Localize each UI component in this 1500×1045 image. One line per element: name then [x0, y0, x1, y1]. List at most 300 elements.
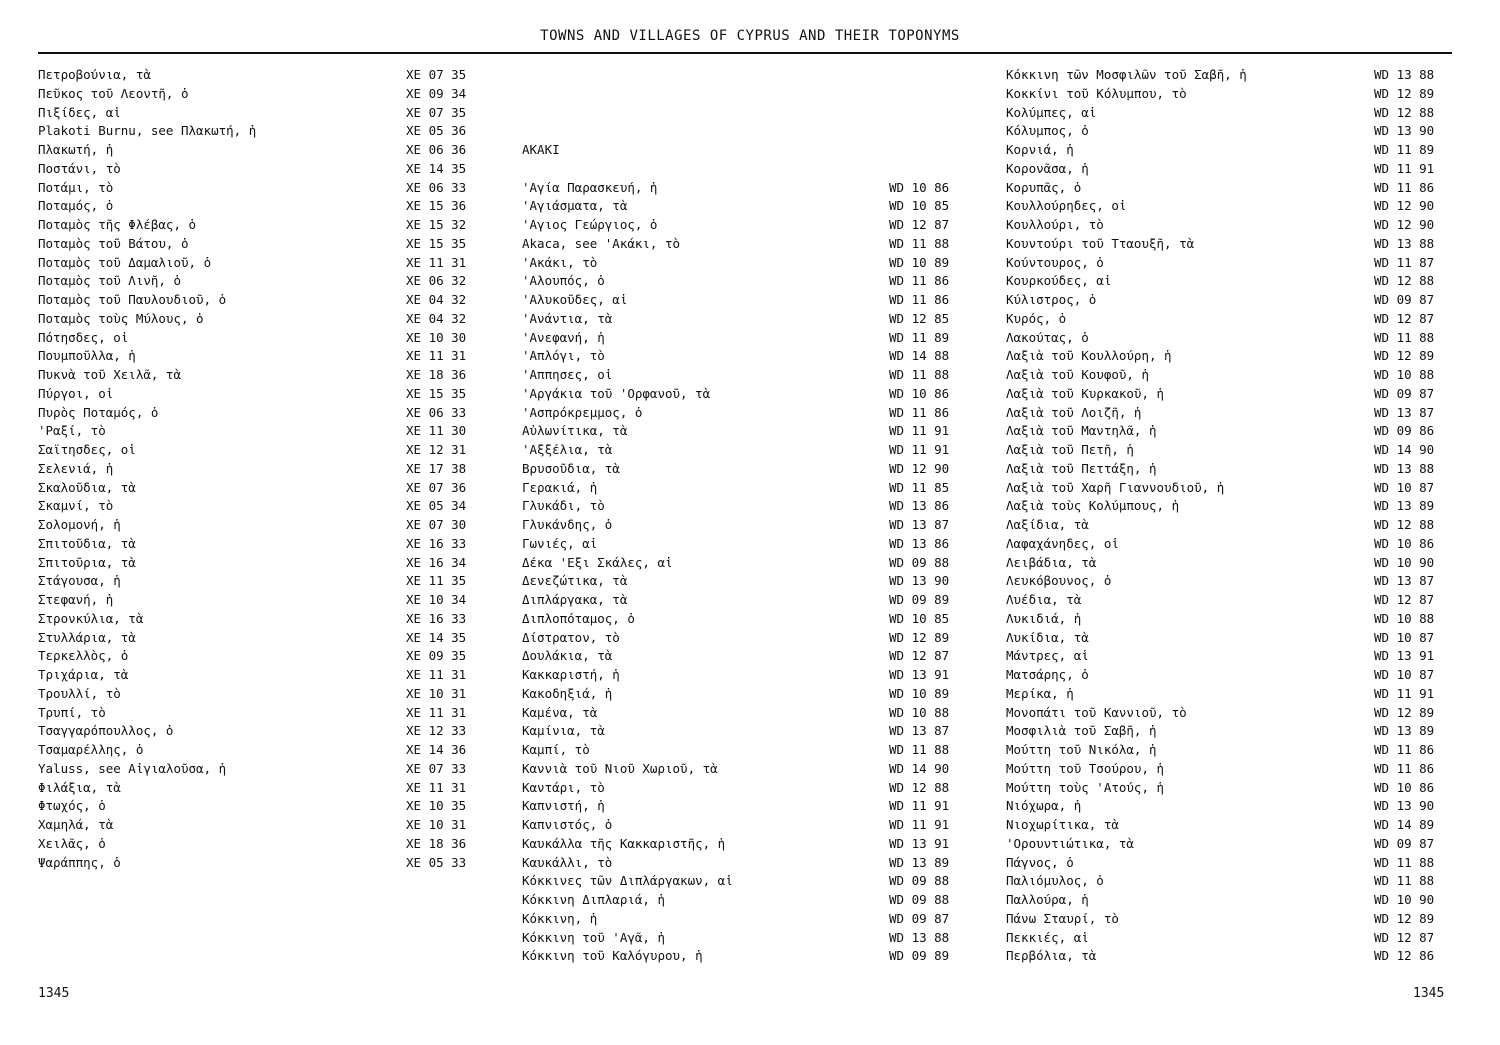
grid-reference: WD 12 90: [889, 460, 950, 476]
grid-reference: XE 05 34: [406, 498, 467, 514]
toponym-entry: [522, 647, 950, 666]
grid-reference: WD 11 88: [1374, 329, 1435, 345]
grid-reference: WD 11 86: [1374, 760, 1435, 776]
grid-reference: WD 11 86: [889, 404, 950, 420]
grid-reference: WD 13 89: [889, 854, 950, 870]
toponym-name: Ποταμὸς τοῦ Παυλουδιοῦ, ὁ: [38, 292, 227, 307]
grid-reference: WD 12 87: [889, 648, 950, 664]
toponym-name: Καντάρι, τὸ: [522, 779, 605, 795]
toponym-name: Γωνιές, αἱ: [522, 535, 598, 551]
grid-reference: WD 12 87: [1374, 592, 1435, 607]
grid-reference: WD 10 90: [1374, 892, 1435, 907]
grid-reference: WD 10 86: [1374, 535, 1435, 551]
toponym-name: Κορνιά, ἡ: [1006, 142, 1074, 157]
toponym-name: Λαξιὰ τοῦ Λοιζῆ, ἡ: [1006, 404, 1142, 420]
header-rule: [38, 52, 1452, 54]
toponym-entry: [522, 404, 950, 423]
toponym-name: Παλλούρα, ἡ: [1006, 892, 1089, 907]
toponym-entry: [522, 779, 950, 798]
toponym-name: Κόκκινη τοῦ 'Αγᾶ, ἡ: [522, 929, 665, 945]
grid-reference: WD 11 85: [889, 479, 950, 495]
toponym-name: Μούττη τοῦ Τσούρου, ἡ: [1006, 760, 1165, 776]
grid-reference: XE 11 31: [406, 667, 467, 682]
grid-reference: WD 10 89: [889, 685, 950, 701]
toponym-column-2: [522, 66, 950, 966]
grid-reference: WD 12 88: [1374, 104, 1435, 120]
grid-reference: XE 14 36: [406, 742, 467, 757]
grid-reference: WD 09 87: [889, 910, 950, 926]
toponym-name: Κόκκινη τῶν Μοσφιλῶν τοῦ Σαβῆ, ἡ: [1006, 67, 1247, 82]
grid-reference: XE 06 33: [406, 179, 467, 195]
grid-reference: WD 13 91: [889, 835, 950, 851]
toponym-name: Στάγουσα, ἡ: [38, 573, 121, 589]
toponym-name: Σπιτοῦρια, τὰ: [38, 554, 136, 570]
grid-reference: XE 14 35: [406, 629, 467, 645]
toponym-name: Πεῦκος τοῦ Λεοντῆ, ὁ: [38, 85, 189, 101]
grid-reference: WD 09 88: [889, 892, 950, 907]
grid-reference: XE 11 31: [406, 254, 467, 270]
toponym-entry: [522, 197, 950, 216]
grid-reference: XE 18 36: [406, 835, 467, 851]
grid-reference: XE 05 33: [406, 854, 467, 870]
toponym-entry: [522, 929, 950, 948]
toponym-name: Λακούτας, ὁ: [1006, 329, 1089, 345]
toponym-entry: [522, 441, 950, 460]
toponym-entry: [522, 516, 950, 535]
toponym-name: Λαξιὰ τοῦ Κουλλούρη, ἡ: [1006, 348, 1172, 364]
toponym-name: Τσαμαρέλλης, ὁ: [38, 742, 144, 757]
grid-reference: WD 11 91: [889, 442, 950, 457]
grid-reference: WD 09 88: [889, 873, 950, 889]
toponym-name: Καπνιστή, ἡ: [522, 798, 605, 814]
toponym-name: Σκαμνί, τὸ: [38, 498, 114, 514]
toponym-entry: [522, 329, 950, 348]
grid-reference: WD 09 87: [1374, 385, 1435, 401]
grid-reference: WD 13 87: [1374, 404, 1435, 420]
grid-reference: WD 10 87: [1374, 667, 1435, 682]
grid-reference: WD 13 87: [889, 723, 950, 739]
grid-reference: XE 07 33: [406, 760, 467, 776]
grid-reference: WD 12 89: [1374, 85, 1435, 101]
toponym-name: Κουντούρι τοῦ Τταουξῆ, τὰ: [1006, 235, 1195, 251]
grid-reference: WD 14 88: [889, 348, 950, 364]
grid-reference: WD 11 88: [1374, 854, 1435, 870]
toponym-entry: [522, 722, 950, 741]
toponym-name: Δουλάκια, τὰ: [522, 648, 613, 664]
toponym-name: Πουμποῦλλα, ἡ: [38, 348, 136, 364]
toponym-name: Ποταμὸς τοὺς Μύλους, ὁ: [38, 310, 204, 326]
toponym-entry: [522, 666, 950, 685]
grid-reference: WD 12 90: [1374, 217, 1435, 232]
grid-reference: XE 04 32: [406, 292, 467, 307]
grid-reference: WD 12 85: [889, 310, 950, 326]
toponym-entry: [522, 497, 950, 516]
toponym-name: Πλακωτή, ἡ: [38, 142, 114, 157]
grid-reference: XE 17 38: [406, 460, 467, 476]
village-heading: AKAKI: [522, 142, 560, 157]
toponym-name: Δέκα 'Εξι Σκάλες, αἱ: [522, 554, 673, 570]
toponym-entry: [522, 891, 950, 910]
grid-reference: WD 12 88: [1374, 273, 1435, 289]
grid-reference: XE 11 31: [406, 779, 467, 795]
grid-reference: WD 10 86: [1374, 779, 1435, 795]
toponym-entry: [522, 535, 950, 554]
toponym-name: Plakoti Burnu, see Πλακωτή, ἡ: [38, 123, 257, 139]
grid-reference: WD 14 89: [1374, 817, 1435, 832]
grid-reference: XE 11 35: [406, 573, 467, 589]
toponym-name: Γλυκάδι, τὸ: [522, 498, 605, 514]
grid-reference: WD 11 86: [889, 273, 950, 289]
toponym-name: 'Αππησες, οἱ: [522, 367, 613, 382]
grid-reference: WD 12 89: [1374, 704, 1435, 720]
toponym-entry: [522, 366, 950, 385]
grid-reference: WD 13 88: [1374, 67, 1435, 82]
grid-reference: XE 16 33: [406, 610, 467, 626]
toponym-name: 'Αξξέλια, τὰ: [522, 442, 613, 457]
toponym-name: Ποστάνι, τὸ: [38, 160, 121, 176]
toponym-name: Πότησδες, οἱ: [38, 329, 129, 345]
toponym-name: Λαξιὰ τοὺς Κολύμπους, ἡ: [1006, 498, 1180, 514]
grid-reference: WD 11 86: [1374, 742, 1435, 757]
toponym-name: Λαξιὰ τοῦ Κυρκακοῦ, ἡ: [1006, 385, 1165, 401]
toponym-name: Λαξιὰ τοῦ Χαρῆ Γιαννουδιοῦ, ἡ: [1006, 479, 1225, 495]
toponym-name: Διπλοπόταμος, ὁ: [522, 610, 635, 626]
grid-reference: WD 13 87: [889, 517, 950, 532]
grid-reference: WD 11 91: [1374, 685, 1435, 701]
toponym-name: Πεκκιές, αἱ: [1006, 929, 1089, 945]
toponym-name: 'Αγιος Γεώργιος, ὁ: [522, 217, 658, 232]
grid-reference: XE 11 30: [406, 423, 467, 439]
toponym-name: Κόκκινες τῶν Διπλάργακων, αἱ: [522, 873, 733, 889]
grid-reference: WD 10 85: [889, 610, 950, 626]
grid-reference: XE 11 31: [406, 348, 467, 364]
grid-reference: WD 14 90: [889, 760, 950, 776]
toponym-name: Ποτάμι, τὸ: [38, 179, 114, 195]
grid-reference: WD 11 91: [889, 798, 950, 814]
toponym-entry: [522, 797, 950, 816]
grid-reference: XE 15 35: [406, 235, 467, 251]
grid-reference: XE 05 36: [406, 123, 467, 139]
grid-reference: WD 09 87: [1374, 835, 1435, 851]
grid-reference: WD 11 89: [889, 329, 950, 345]
toponym-name: 'Αλυκοῦδες, αἱ: [522, 292, 628, 307]
toponym-name: Κόλυμπος, ὁ: [1006, 123, 1089, 139]
toponym-entry: [522, 179, 950, 198]
toponym-name: Ποταμὸς τοῦ Λινῆ, ὁ: [38, 273, 181, 289]
toponym-entry: [522, 310, 950, 329]
grid-reference: WD 09 88: [889, 554, 950, 570]
toponym-entry: [522, 591, 950, 610]
grid-reference: XE 15 36: [406, 198, 467, 214]
toponym-name: Παλιόμυλος, ὁ: [1006, 873, 1104, 889]
toponym-name: Πιξίδες, αἱ: [38, 104, 121, 120]
toponym-entry: [522, 741, 950, 760]
toponym-entry: [522, 685, 950, 704]
toponym-name: 'Ακάκι, τὸ: [522, 254, 598, 270]
page-number-left: 1345: [38, 986, 70, 1001]
toponym-name: 'Αγία Παρασκευή, ἡ: [522, 179, 658, 195]
toponym-entry: [522, 254, 950, 273]
toponym-name: Κουλλούρηδες, οἱ: [1006, 198, 1127, 214]
toponym-name: Δενεζώτικα, τὰ: [522, 573, 628, 589]
grid-reference: WD 11 88: [889, 235, 950, 251]
spacer: [522, 160, 560, 179]
toponym-name: Τριχάρια, τὰ: [38, 667, 129, 682]
grid-reference: WD 13 90: [1374, 123, 1435, 139]
grid-reference: XE 11 31: [406, 704, 467, 720]
toponym-name: Τερκελλὸς, ὁ: [38, 648, 129, 664]
toponym-name: Κορυπᾶς, ὁ: [1006, 179, 1082, 195]
grid-reference: XE 07 36: [406, 479, 467, 495]
grid-reference: WD 11 91: [1374, 160, 1435, 176]
grid-reference: XE 15 35: [406, 385, 467, 401]
grid-reference: XE 06 33: [406, 404, 467, 420]
grid-reference: WD 13 91: [889, 667, 950, 682]
toponym-name: Μούττη τοὺς 'Ατούς, ἡ: [1006, 779, 1165, 795]
grid-reference: WD 13 87: [1374, 573, 1435, 589]
grid-reference: WD 11 86: [1374, 179, 1435, 195]
toponym-entry: [522, 629, 950, 648]
toponym-entry: [522, 572, 950, 591]
toponym-name: Πύργοι, οἱ: [38, 385, 114, 401]
grid-reference: XE 14 35: [406, 160, 467, 176]
grid-reference: XE 04 32: [406, 310, 467, 326]
grid-reference: WD 09 86: [1374, 423, 1435, 439]
toponym-name: Καυκάλλι, τὸ: [522, 854, 613, 870]
grid-reference: XE 10 30: [406, 329, 467, 345]
toponym-name: Βρυσοῦδια, τὰ: [522, 460, 620, 476]
toponym-name: 'Αγιάσματα, τὰ: [522, 198, 628, 214]
toponym-name: Χειλᾶς, ὁ: [38, 835, 106, 851]
toponym-entry: [522, 422, 950, 441]
grid-reference: WD 10 86: [889, 385, 950, 401]
toponym-name: Κουλλούρι, τὸ: [1006, 217, 1104, 232]
toponym-name: Καμπί, τὸ: [522, 742, 590, 757]
toponym-name: Κούντουρος, ὁ: [1006, 254, 1104, 270]
toponym-name: Περβόλια, τὰ: [1006, 948, 1097, 964]
grid-reference: WD 13 86: [889, 498, 950, 514]
toponym-name: Λαξίδια, τὰ: [1006, 517, 1089, 532]
toponym-name: Κόκκινη, ἡ: [522, 910, 598, 926]
toponym-name: Ποταμὸς τῆς Φλέβας, ὁ: [38, 217, 197, 232]
toponym-name: Κορονᾶσα, ἡ: [1006, 160, 1089, 176]
grid-reference: WD 10 89: [889, 254, 950, 270]
toponym-name: Φιλάξια, τὰ: [38, 779, 121, 795]
grid-reference: WD 09 89: [889, 948, 950, 964]
grid-reference: WD 12 90: [1374, 198, 1435, 214]
toponym-name: 'Ανάντια, τὰ: [522, 310, 613, 326]
grid-reference: WD 12 88: [889, 779, 950, 795]
grid-reference: WD 13 90: [1374, 798, 1435, 814]
toponym-name: Νιοχωρίτικα, τὰ: [1006, 817, 1119, 832]
toponym-entry: [522, 835, 950, 854]
toponym-name: Καννιὰ τοῦ Νιοῦ Χωριοῦ, τὰ: [522, 760, 718, 776]
grid-reference: WD 10 88: [1374, 610, 1435, 626]
grid-reference: WD 10 88: [1374, 367, 1435, 382]
grid-reference: WD 13 88: [1374, 235, 1435, 251]
toponym-name: Ματσάρης, ὁ: [1006, 667, 1089, 682]
grid-reference: XE 12 31: [406, 442, 467, 457]
grid-reference: XE 06 32: [406, 273, 467, 289]
toponym-name: Καυκάλλα τῆς Κακκαριστῆς, ἡ: [522, 835, 726, 851]
grid-reference: WD 13 89: [1374, 723, 1435, 739]
grid-reference: WD 12 87: [1374, 310, 1435, 326]
grid-reference: WD 13 89: [1374, 498, 1435, 514]
toponym-name: Φτωχός, ὁ: [38, 798, 106, 814]
toponym-name: 'Αλουπός, ὁ: [522, 273, 605, 289]
toponym-name: Στεφανή, ἡ: [38, 592, 114, 607]
toponym-name: 'Ραξί, τὸ: [38, 423, 106, 439]
toponym-name: Καπνιστός, ὁ: [522, 817, 613, 832]
toponym-name: Μάντρες, αἱ: [1006, 648, 1089, 664]
toponym-name: Κακοδηξιά, ἡ: [522, 685, 613, 701]
toponym-name: Λυκιδιά, ἡ: [1006, 610, 1082, 626]
toponym-name: Μονοπάτι τοῦ Καννιοῦ, τὸ: [1006, 704, 1187, 720]
toponym-name: Σελενιά, ἡ: [38, 460, 114, 476]
toponym-name: Σπιτοῦδια, τὰ: [38, 535, 136, 551]
toponym-name: Σκαλοῦδια, τὰ: [38, 479, 136, 495]
toponym-name: Μούττη τοῦ Νικόλα, ἡ: [1006, 742, 1157, 757]
grid-reference: WD 14 90: [1374, 442, 1435, 457]
grid-reference: XE 07 35: [406, 67, 467, 82]
toponym-entry: [522, 854, 950, 873]
toponym-name: Κύλιστρος, ὁ: [1006, 292, 1097, 307]
toponym-name: Λυκίδια, τὰ: [1006, 629, 1089, 645]
toponym-name: Ψαράππης, ὁ: [38, 854, 121, 870]
toponym-name: Στρονκύλια, τὰ: [38, 610, 144, 626]
spacer: [522, 66, 560, 141]
grid-reference: XE 10 31: [406, 817, 467, 832]
grid-reference: WD 11 91: [889, 423, 950, 439]
grid-reference: WD 12 87: [889, 217, 950, 232]
toponym-name: Πετροβούνια, τὰ: [38, 67, 151, 82]
grid-reference: WD 10 85: [889, 198, 950, 214]
toponym-entry: [522, 235, 950, 254]
grid-reference: WD 10 90: [1374, 554, 1435, 570]
grid-reference: WD 09 87: [1374, 292, 1435, 307]
toponym-entry: [522, 479, 950, 498]
toponym-entry: [522, 872, 950, 891]
grid-reference: XE 16 33: [406, 535, 467, 551]
grid-reference: WD 10 87: [1374, 629, 1435, 645]
grid-reference: XE 07 30: [406, 517, 467, 532]
grid-reference: WD 11 88: [889, 742, 950, 757]
toponym-name: Νιόχωρα, ἡ: [1006, 798, 1082, 814]
toponym-name: Τσαγγαρόπουλλος, ὁ: [38, 723, 174, 739]
toponym-name: Σαϊτησδες, οἱ: [38, 442, 136, 457]
toponym-name: Διπλάργακα, τὰ: [522, 592, 628, 607]
toponym-entry: [522, 347, 950, 366]
toponym-entry: [522, 610, 950, 629]
grid-reference: WD 09 89: [889, 592, 950, 607]
grid-reference: WD 11 89: [1374, 142, 1435, 157]
grid-reference: WD 10 88: [889, 704, 950, 720]
grid-reference: WD 12 88: [1374, 517, 1435, 532]
toponym-name: Λαφαχάνηδες, οἱ: [1006, 535, 1119, 551]
toponym-name: Λαξιὰ τοῦ Μαντηλᾶ, ἡ: [1006, 423, 1157, 439]
grid-reference: WD 13 86: [889, 535, 950, 551]
toponym-name: Πάνω Σταυρί, τὸ: [1006, 910, 1119, 926]
grid-reference: XE 09 35: [406, 648, 467, 664]
toponym-name: 'Ορουντιώτικα, τὰ: [1006, 835, 1134, 851]
grid-reference: WD 12 89: [1374, 348, 1435, 364]
page-number-right: 1345: [1413, 986, 1445, 1001]
grid-reference: XE 10 31: [406, 685, 467, 701]
grid-reference: WD 10 87: [1374, 479, 1435, 495]
toponym-name: Πυκνὰ τοῦ Χειλᾶ, τὰ: [38, 367, 181, 382]
toponym-name: Πυρὸς Ποταμός, ὁ: [38, 404, 159, 420]
grid-reference: XE 10 34: [406, 592, 467, 607]
toponym-name: Τρουλλί, τὸ: [38, 685, 121, 701]
toponym-name: Κόκκινη Διπλαριά, ἡ: [522, 892, 665, 907]
toponym-name: Λαξιὰ τοῦ Πετῆ, ἡ: [1006, 442, 1134, 457]
toponym-entry: [522, 291, 950, 310]
grid-reference: XE 06 36: [406, 142, 467, 157]
toponym-name: Μερίκα, ἡ: [1006, 685, 1074, 701]
toponym-entry: [522, 554, 950, 573]
grid-reference: XE 10 35: [406, 798, 467, 814]
grid-reference: XE 18 36: [406, 367, 467, 382]
toponym-entry: [522, 216, 950, 235]
toponym-name: Αὐλωνίτικα, τὰ: [522, 423, 628, 439]
toponym-entry: [522, 816, 950, 835]
toponym-name: Χαμηλά, τὰ: [38, 817, 114, 832]
toponym-entry: [522, 910, 950, 929]
grid-reference: XE 15 32: [406, 217, 467, 232]
page-title: TOWNS AND VILLAGES OF CYPRUS AND THEIR TOPONYMS: [540, 28, 960, 44]
toponym-name: Akaca, see 'Ακάκι, τὸ: [522, 235, 681, 251]
toponym-entry: [522, 385, 950, 404]
toponym-name: Λαξιὰ τοῦ Κουφοῦ, ἡ: [1006, 367, 1149, 382]
toponym-name: Πάγνος, ὁ: [1006, 854, 1074, 870]
toponym-name: 'Ανεφανή, ἡ: [522, 329, 605, 345]
grid-reference: WD 11 88: [1374, 873, 1435, 889]
grid-reference: WD 13 88: [1374, 460, 1435, 476]
grid-reference: XE 16 34: [406, 554, 467, 570]
grid-reference: WD 11 88: [889, 367, 950, 382]
toponym-name: Καμίνια, τὰ: [522, 723, 605, 739]
grid-reference: WD 11 86: [889, 292, 950, 307]
grid-reference: WD 12 89: [889, 629, 950, 645]
grid-reference: WD 11 91: [889, 817, 950, 832]
toponym-name: Γλυκάνδης, ὁ: [522, 517, 613, 532]
toponym-name: Λειβάδια, τὰ: [1006, 554, 1097, 570]
toponym-name: 'Απλόγι, τὸ: [522, 348, 605, 364]
toponym-name: Ποταμός, ὁ: [38, 198, 114, 214]
grid-reference: WD 11 87: [1374, 254, 1435, 270]
toponym-name: Κόκκινη τοῦ Καλόγυρου, ἡ: [522, 948, 703, 964]
toponym-name: Ποταμὸς τοῦ Δαμαλιοῦ, ὁ: [38, 254, 212, 270]
toponym-name: Μοσφιλιὰ τοῦ Σαβῆ, ἡ: [1006, 723, 1157, 739]
toponym-name: 'Ασπρόκρεμμος, ὁ: [522, 404, 643, 420]
toponym-name: Κοκκίνι τοῦ Κόλυμπου, τὸ: [1006, 85, 1187, 101]
toponym-name: Κουρκούδες, αἱ: [1006, 273, 1112, 289]
toponym-name: Γερακιά, ἡ: [522, 479, 598, 495]
grid-reference: WD 13 88: [889, 929, 950, 945]
toponym-name: Ποταμὸς τοῦ Βάτου, ὁ: [38, 235, 189, 251]
grid-reference: XE 07 35: [406, 104, 467, 120]
toponym-name: Σολομονή, ἡ: [38, 517, 121, 532]
toponym-entry: [522, 272, 950, 291]
toponym-name: Καμένα, τὰ: [522, 704, 598, 720]
grid-reference: XE 12 33: [406, 723, 467, 739]
toponym-entry: [522, 947, 950, 966]
grid-reference: XE 09 34: [406, 85, 467, 101]
toponym-entry: [522, 760, 950, 779]
toponym-entry: [522, 460, 950, 479]
grid-reference: WD 13 91: [1374, 648, 1435, 664]
grid-reference: WD 12 89: [1374, 910, 1435, 926]
